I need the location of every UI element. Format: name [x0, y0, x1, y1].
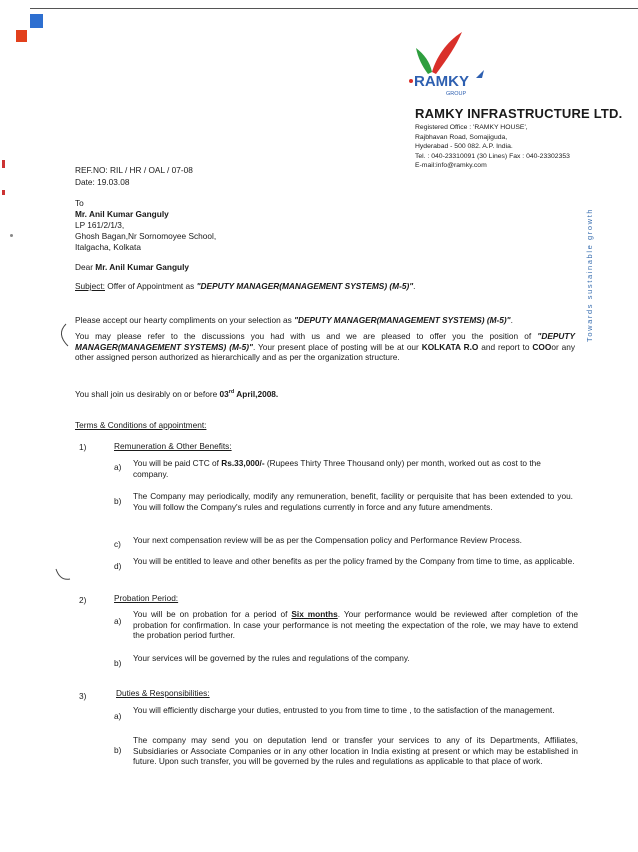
recipient-address-line: LP 161/2/1/3,: [75, 220, 125, 230]
clause-text: You will efficiently discharge your duties, entrusted to you from time to time , to the satisfaction of the management.: [133, 705, 555, 715]
join-day: 03: [219, 388, 229, 399]
salutation: [75, 262, 189, 273]
clause-text: Your next compensation review will be as per the Compensation policy and Performance Review Process.: [133, 535, 522, 545]
section-title: Remuneration & Other Benefits:: [114, 441, 232, 451]
logo-wordmark: RAMKY: [414, 73, 469, 90]
item-letter: a): [114, 462, 122, 472]
para2-text: or any other assigned person authorized as hierarchically and as per the organization structure.: [75, 341, 575, 362]
tagline-text: Towards sustainable growth: [585, 207, 594, 342]
salary-amount: Rs.33,000/-: [221, 458, 265, 468]
paragraph-offer: [75, 331, 575, 363]
page-top-rule: [30, 8, 638, 9]
company-logo: [400, 28, 520, 100]
clause-text: Your services will be governed by the rules and regulations of the company.: [133, 653, 410, 663]
clause-part: You will be on probation for a period of: [133, 609, 292, 619]
clause-text: [133, 609, 578, 641]
section-number: 2): [79, 595, 87, 605]
clause-part: You will be paid CTC of: [133, 458, 222, 468]
joining-line: [75, 387, 278, 400]
paragraph-compliments: [75, 315, 513, 326]
probation-duration: Six months: [291, 609, 338, 619]
address-line: Registered Office : 'RAMKY HOUSE',: [415, 124, 528, 131]
corner-red-mark: [16, 30, 27, 42]
item-letter: b): [114, 745, 122, 755]
address-line: Tel. : 040-23310091 (30 Lines) Fax : 040-23302353: [415, 152, 570, 160]
margin-mark: [2, 160, 5, 168]
company-name: RAMKY INFRASTRUCTURE LTD.: [415, 106, 623, 121]
address-line: E-mail:info@ramky.com: [415, 162, 487, 170]
item-letter: c): [114, 539, 121, 549]
recipient-name: Mr. Anil Kumar Ganguly: [75, 209, 169, 219]
subject-label: Subject:: [75, 281, 105, 291]
posting-location: KOLKATA R.O: [421, 341, 479, 352]
clause-text: You will be entitled to leave and other benefits as per the policy framed by the Company from time to time, as applicable.: [133, 556, 575, 566]
para1-position: "DEPUTY MANAGER(MANAGEMENT SYSTEMS) (M-5)": [294, 315, 511, 325]
recipient-address-line: Ghosh Bagan,Nr Sornomoyee School,: [75, 231, 217, 241]
to-label: To: [75, 198, 84, 208]
address-line: Rajbhavan Road, Somajiguda,: [415, 133, 508, 141]
clause-part: (Rupees Thirty Three Thousand only) per month, worked out as cost to the company.: [133, 458, 541, 479]
para2-position: "DEPUTY MANAGER(MANAGEMENT SYSTEMS) (M-5)": [75, 331, 575, 352]
section-number: 3): [79, 691, 87, 701]
letter-date: Date: 19.03.08: [75, 177, 130, 187]
margin-pen-mark: [52, 565, 72, 585]
join-text: You shall join us desirably on or before: [75, 388, 220, 399]
item-letter: d): [114, 561, 122, 571]
address-line: Hyderabad - 500 082. A.P. India.: [415, 143, 513, 151]
reference-number: REF.NO: RIL / HR / OAL / 07-08: [75, 165, 193, 175]
terms-heading: Terms & Conditions of appointment:: [75, 420, 207, 430]
margin-pen-mark: [52, 320, 72, 350]
para2-text: You may please refer to the discussions you had with us and we are pleased to offer you the position of: [75, 331, 538, 341]
company-tagline: [585, 182, 599, 342]
item-letter: b): [114, 658, 122, 668]
clause-text: The company may send you on deputation lend or transfer your services to any of its Departments, Affiliates, Subsidiaries or Associate Companies or in any other location in India existing at present or which may be established in future. Upon such transfer, you will be governed by the rules and regulations as applicable to that place of work.: [133, 735, 578, 766]
join-day-suffix: rd: [228, 389, 235, 395]
item-letter: a): [114, 616, 122, 626]
subject-position: "DEPUTY MANAGER(MANAGEMENT SYSTEMS) (M-5)": [196, 281, 414, 291]
clause-part: . Your performance would be reviewed after completion of the probation for confirmation. In case your performance is not meeting the expectation of the role, we may have to extend the probation period further.: [133, 609, 579, 640]
para2-text: . Your present place of posting will be at our: [252, 341, 422, 352]
clause-text: [133, 458, 573, 479]
corner-blue-mark: [30, 14, 43, 28]
section-number: 1): [79, 442, 87, 452]
para1-end: .: [510, 315, 513, 325]
join-month-year: April,2008.: [234, 388, 279, 399]
item-letter: b): [114, 496, 122, 506]
section-title: Probation Period:: [114, 593, 179, 603]
margin-dot: [10, 234, 13, 237]
subject-end: .: [413, 281, 416, 291]
item-letter: a): [114, 711, 122, 721]
company-address: [415, 123, 570, 171]
para2-text: and report to: [478, 341, 533, 352]
para1-text: Please accept our hearty compliments on your selection as: [75, 315, 295, 325]
subject-line: [75, 281, 415, 292]
margin-mark: [2, 190, 5, 195]
salutation-name: Mr. Anil Kumar Ganguly: [95, 262, 190, 272]
section-title: Duties & Responsibilities:: [116, 688, 210, 698]
clause-text: The Company may periodically, modify any remuneration, benefit, facility or perquisite that has been extended to you. You will follow the Company's rules and regulations currently in force and any future amendments.: [133, 491, 573, 512]
salutation-prefix: Dear: [75, 262, 96, 272]
subject-text: Offer of Appointment as: [104, 281, 197, 291]
recipient-address-line: Italgacha, Kolkata: [75, 242, 141, 252]
logo-group-label: GROUP: [446, 91, 467, 97]
reporting-to: COO: [532, 341, 552, 352]
